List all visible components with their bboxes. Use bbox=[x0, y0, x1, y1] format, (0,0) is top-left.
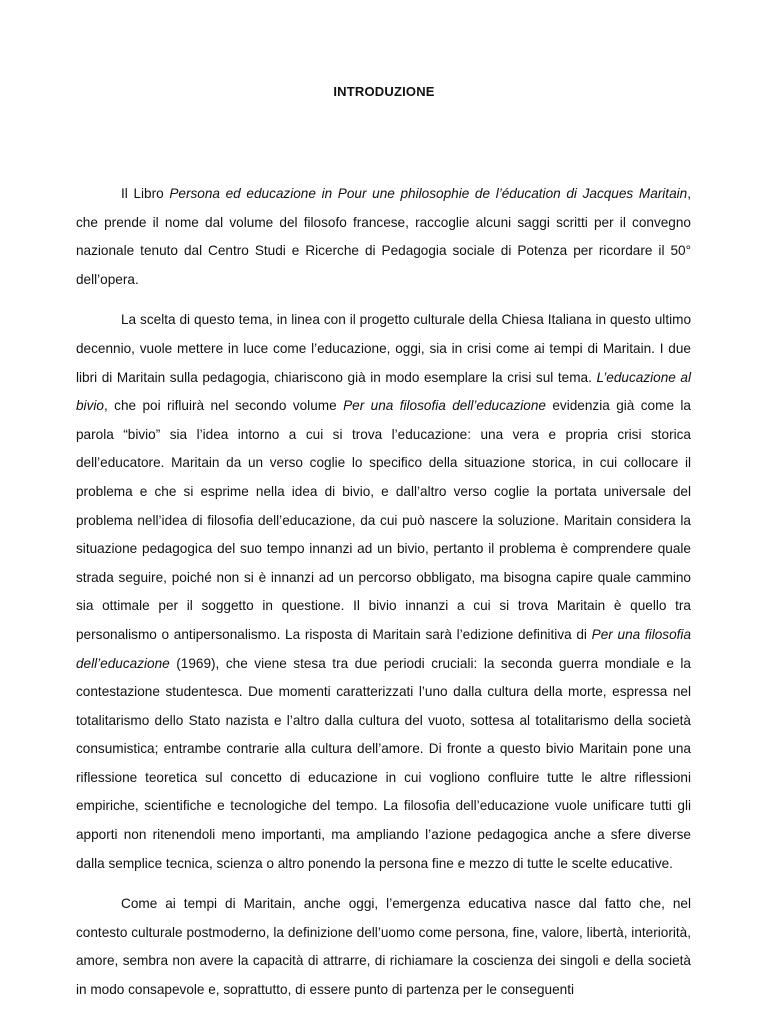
page-title: INTRODUZIONE bbox=[333, 84, 435, 99]
document-body bbox=[76, 180, 691, 1017]
paragraph-text: , che prende il nome dal volume del filosofo francese, raccoglie alcuni saggi scritti per il convegno nazionale tenuto dal Centro Studi e Ricerche di Pedagogia sociale di Potenza per ricordare il 50° dell’opera. bbox=[76, 186, 691, 287]
paragraph bbox=[76, 180, 691, 294]
paragraph-text: evidenzia già come la parola “bivio” sia l’idea intorno a cui si trova l’educazione: una vera e propria crisi storica dell’educatore. Maritain da un verso coglie lo specifico della situazione storica, in cui collocare il problema e che si esprime nella idea di bivio, e dall’altro verso coglie la portata universale del problema nell’idea di filosofia dell’educazione, da cui può nascere la soluzione. Maritain considera la situazione pedagogica del suo tempo innanzi ad un bivio, pertanto il problema è comprendere quale strada seguire, poiché non si è innanzi ad un percorso obbligato, ma bisogna capire quale cammino sia ottimale per il soggetto in questione. Il bivio innanzi a cui si trova Maritain è quello tra personalismo o antipersonalismo. La risposta di Maritain sarà l’edizione definitiva di bbox=[76, 398, 691, 642]
paragraph bbox=[76, 890, 691, 1004]
italic-title-text: Persona ed educazione in Pour une philosophie de l’éducation di Jacques Maritain bbox=[169, 186, 688, 201]
paragraph-text: La scelta di questo tema, in linea con il progetto culturale della Chiesa Italiana in questo ultimo decennio, vuole mettere in luce come l’educazione, oggi, sia in crisi come ai tempi di Maritain. I due libri di Maritain sulla pedagogia, chiariscono già in modo esemplare la crisi sul tema. bbox=[76, 312, 691, 385]
paragraph-text: (1969), che viene stesa tra due periodi cruciali: la seconda guerra mondiale e la contestazione studentesca. Due momenti caratterizzati l’uno dalla cultura della morte, espressa nel totalitarismo dello Stato nazista e l’altro dalla cultura del vuoto, sottesa al totalitarismo della società consumistica; entrambe contrarie alla cultura dell’amore. Di fronte a questo bivio Maritain pone una riflessione teoretica sul concetto di educazione in cui vogliono confluire tutte le altre riflessioni empiriche, scientifiche e tecnologiche del tempo. La filosofia dell’educazione vuole unificare tutti gli apporti non ritenendoli meno importanti, ma ampliando l’azione pedagogica anche a sfere diverse dalla semplice tecnica, scienza o altro ponendo la persona fine e mezzo di tutte le scelte educative. bbox=[76, 655, 691, 871]
italic-title-text: Per una filosofia dell’educazione bbox=[343, 398, 546, 414]
paragraph-text: Il Libro bbox=[121, 186, 170, 201]
paragraph-text: Come ai tempi di Maritain, anche oggi, l’emergenza educativa nasce dal fatto che, nel contesto culturale postmoderno, la definizione dell’uomo come persona, fine, valore, libertà, interiorità, amore, sembra non avere la capacità di attrarre, di richiamare la coscienza dei singoli e della società in modo consapevole e, soprattutto, di essere punto di partenza per le conseguenti bbox=[76, 896, 691, 998]
italic-title-text: Per una filosofia dell’educazione bbox=[76, 626, 691, 671]
paragraph-text: , che poi rifluirà nel secondo volume bbox=[103, 398, 344, 414]
paragraph bbox=[76, 306, 691, 878]
italic-title-text: L’educazione al bivio bbox=[76, 369, 691, 414]
